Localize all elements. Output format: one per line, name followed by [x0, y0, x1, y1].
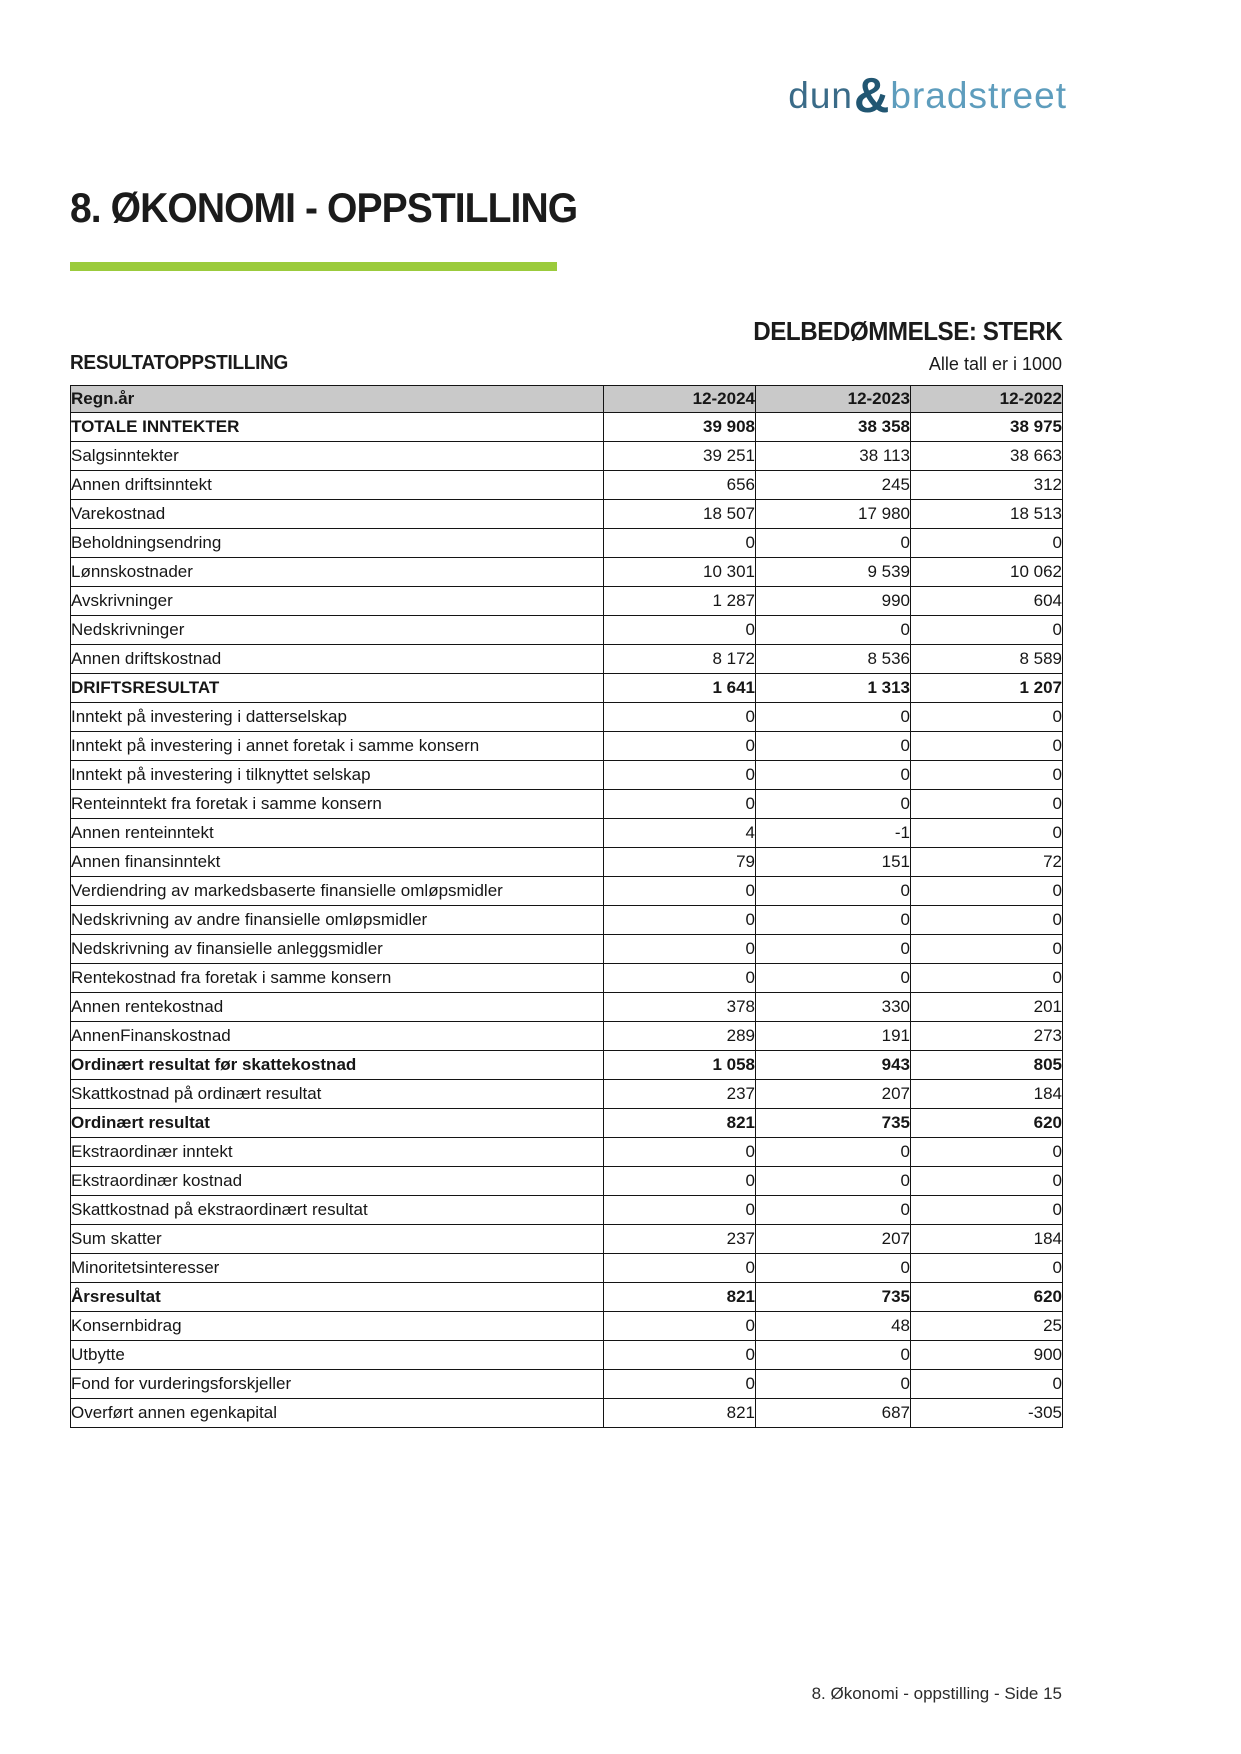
value-cell: 0 — [911, 732, 1063, 761]
table-row — [71, 413, 1063, 442]
row-label: Avskrivninger — [71, 587, 604, 616]
table-row — [71, 1341, 1063, 1370]
table-row — [71, 848, 1063, 877]
value-cell: 656 — [604, 471, 756, 500]
table-header-row — [71, 386, 1063, 413]
value-cell: 687 — [756, 1399, 911, 1428]
row-label: Skattkostnad på ekstraordinært resultat — [71, 1196, 604, 1225]
value-cell: 0 — [756, 761, 911, 790]
value-cell: 39 908 — [604, 413, 756, 442]
value-cell: 1 313 — [756, 674, 911, 703]
row-label: Annen driftskostnad — [71, 645, 604, 674]
row-label: Lønnskostnader — [71, 558, 604, 587]
row-label: Overført annen egenkapital — [71, 1399, 604, 1428]
value-cell: 378 — [604, 993, 756, 1022]
value-cell: 0 — [911, 703, 1063, 732]
value-cell: 0 — [604, 703, 756, 732]
value-cell: 0 — [756, 1196, 911, 1225]
value-cell: 0 — [604, 1167, 756, 1196]
table-row — [71, 1399, 1063, 1428]
value-cell: 0 — [604, 1196, 756, 1225]
table-row — [71, 732, 1063, 761]
value-cell: 0 — [604, 1341, 756, 1370]
value-cell: 0 — [604, 1312, 756, 1341]
row-label: Verdiendring av markedsbaserte finansielle omløpsmidler — [71, 877, 604, 906]
value-cell: 0 — [604, 1138, 756, 1167]
value-cell: 18 513 — [911, 500, 1063, 529]
value-cell: 39 251 — [604, 442, 756, 471]
value-cell: 0 — [604, 761, 756, 790]
value-cell: 38 358 — [756, 413, 911, 442]
sub-assessment-label: DELBEDØMMELSE: STERK — [752, 316, 1062, 346]
row-label: AnnenFinanskostnad — [71, 1022, 604, 1051]
table-row — [71, 790, 1063, 819]
row-label: Nedskrivning av finansielle anleggsmidler — [71, 935, 604, 964]
row-label: Nedskrivning av andre finansielle omløpsmidler — [71, 906, 604, 935]
value-cell: 10 062 — [911, 558, 1063, 587]
table-row — [71, 1022, 1063, 1051]
row-label: Skattkostnad på ordinært resultat — [71, 1080, 604, 1109]
value-cell: 4 — [604, 819, 756, 848]
table-row — [71, 1080, 1063, 1109]
value-cell: 9 539 — [756, 558, 911, 587]
value-cell: 900 — [911, 1341, 1063, 1370]
value-cell: 0 — [756, 935, 911, 964]
value-cell: 0 — [911, 1370, 1063, 1399]
value-cell: 18 507 — [604, 500, 756, 529]
value-cell: 289 — [604, 1022, 756, 1051]
table-row — [71, 1312, 1063, 1341]
value-cell: 273 — [911, 1022, 1063, 1051]
value-cell: 312 — [911, 471, 1063, 500]
row-label: Inntekt på investering i datterselskap — [71, 703, 604, 732]
value-cell: 821 — [604, 1109, 756, 1138]
value-cell: 0 — [911, 1138, 1063, 1167]
table-row — [71, 1283, 1063, 1312]
value-cell: 0 — [911, 877, 1063, 906]
value-cell: 821 — [604, 1283, 756, 1312]
value-cell: 0 — [756, 732, 911, 761]
value-cell: 1 058 — [604, 1051, 756, 1080]
row-label: Minoritetsinteresser — [71, 1254, 604, 1283]
row-label: Ekstraordinær inntekt — [71, 1138, 604, 1167]
row-label: Inntekt på investering i annet foretak i samme konsern — [71, 732, 604, 761]
value-cell: 38 663 — [911, 442, 1063, 471]
table-row — [71, 819, 1063, 848]
table-row — [71, 471, 1063, 500]
value-cell: 0 — [911, 819, 1063, 848]
value-cell: 0 — [911, 790, 1063, 819]
value-cell: 191 — [756, 1022, 911, 1051]
row-label: Konsernbidrag — [71, 1312, 604, 1341]
value-cell: 184 — [911, 1080, 1063, 1109]
row-label: Beholdningsendring — [71, 529, 604, 558]
row-label: Annen rentekostnad — [71, 993, 604, 1022]
table-row — [71, 645, 1063, 674]
value-cell: 245 — [756, 471, 911, 500]
value-cell: -1 — [756, 819, 911, 848]
row-label: Salgsinntekter — [71, 442, 604, 471]
title-underline-bar — [70, 262, 557, 271]
value-cell: 0 — [604, 1254, 756, 1283]
table-row — [71, 935, 1063, 964]
value-cell: 151 — [756, 848, 911, 877]
value-cell: 8 172 — [604, 645, 756, 674]
value-cell: 0 — [911, 529, 1063, 558]
table-row — [71, 761, 1063, 790]
value-cell: 943 — [756, 1051, 911, 1080]
table-row — [71, 558, 1063, 587]
value-cell: 0 — [604, 732, 756, 761]
value-cell: 0 — [911, 1196, 1063, 1225]
table-row — [71, 1109, 1063, 1138]
row-label: DRIFTSRESULTAT — [71, 674, 604, 703]
row-label: Annen driftsinntekt — [71, 471, 604, 500]
value-cell: 1 287 — [604, 587, 756, 616]
column-header-regnaar: Regn.år — [71, 386, 604, 413]
logo-text-bradstreet: bradstreet — [890, 75, 1067, 116]
value-cell: 330 — [756, 993, 911, 1022]
row-label: Fond for vurderingsforskjeller — [71, 1370, 604, 1399]
row-label: Renteinntekt fra foretak i samme konsern — [71, 790, 604, 819]
value-cell: 735 — [756, 1283, 911, 1312]
value-cell: 237 — [604, 1080, 756, 1109]
row-label: Sum skatter — [71, 1225, 604, 1254]
column-header-2024: 12-2024 — [604, 386, 756, 413]
value-cell: 990 — [756, 587, 911, 616]
value-cell: 8 536 — [756, 645, 911, 674]
table-row — [71, 993, 1063, 1022]
table-row — [71, 674, 1063, 703]
value-cell: 0 — [604, 616, 756, 645]
logo-text-dun: dun — [788, 75, 854, 116]
value-cell: 79 — [604, 848, 756, 877]
table-row — [71, 1225, 1063, 1254]
table-row — [71, 906, 1063, 935]
value-cell: 0 — [604, 790, 756, 819]
value-cell: 0 — [756, 877, 911, 906]
value-cell: 0 — [911, 1254, 1063, 1283]
value-cell: 10 301 — [604, 558, 756, 587]
row-label: Utbytte — [71, 1341, 604, 1370]
table-row — [71, 500, 1063, 529]
value-cell: 17 980 — [756, 500, 911, 529]
value-cell: 48 — [756, 1312, 911, 1341]
row-label: Ekstraordinær kostnad — [71, 1167, 604, 1196]
value-cell: 821 — [604, 1399, 756, 1428]
value-cell: 237 — [604, 1225, 756, 1254]
value-cell: 1 641 — [604, 674, 756, 703]
value-cell: 0 — [756, 1370, 911, 1399]
value-cell: 0 — [756, 1138, 911, 1167]
income-statement-table — [70, 385, 1063, 1428]
value-cell: 0 — [911, 964, 1063, 993]
page-title: 8. ØKONOMI - OPPSTILLING — [70, 184, 578, 231]
value-cell: 0 — [756, 703, 911, 732]
table-row — [71, 1370, 1063, 1399]
value-cell: 0 — [756, 529, 911, 558]
value-cell: 0 — [756, 1341, 911, 1370]
row-label: Årsresultat — [71, 1283, 604, 1312]
value-cell: 0 — [756, 964, 911, 993]
value-cell: 0 — [756, 906, 911, 935]
row-label: Inntekt på investering i tilknyttet selskap — [71, 761, 604, 790]
value-cell: 0 — [604, 935, 756, 964]
value-cell: 0 — [604, 877, 756, 906]
row-label: TOTALE INNTEKTER — [71, 413, 604, 442]
value-cell: 38 975 — [911, 413, 1063, 442]
value-cell: 0 — [756, 1254, 911, 1283]
value-cell: 0 — [911, 616, 1063, 645]
value-cell: 184 — [911, 1225, 1063, 1254]
value-cell: 0 — [604, 529, 756, 558]
value-cell: 0 — [604, 1370, 756, 1399]
table-row — [71, 587, 1063, 616]
table-row — [71, 442, 1063, 471]
value-cell: 1 207 — [911, 674, 1063, 703]
value-cell: 620 — [911, 1109, 1063, 1138]
dun-bradstreet-logo — [788, 64, 1067, 123]
value-cell: 0 — [756, 790, 911, 819]
row-label: Ordinært resultat før skattekostnad — [71, 1051, 604, 1080]
column-header-2023: 12-2023 — [756, 386, 911, 413]
value-cell: 207 — [756, 1225, 911, 1254]
row-label: Varekostnad — [71, 500, 604, 529]
value-cell: 38 113 — [756, 442, 911, 471]
value-cell: 25 — [911, 1312, 1063, 1341]
value-cell: 604 — [911, 587, 1063, 616]
row-label: Rentekostnad fra foretak i samme konsern — [71, 964, 604, 993]
units-note: Alle tall er i 1000 — [928, 354, 1062, 374]
value-cell: 0 — [911, 906, 1063, 935]
value-cell: 0 — [604, 906, 756, 935]
value-cell: 620 — [911, 1283, 1063, 1312]
value-cell: 8 589 — [911, 645, 1063, 674]
logo-ampersand-icon: & — [854, 69, 890, 123]
value-cell: 0 — [911, 761, 1063, 790]
table-row — [71, 616, 1063, 645]
table-row — [71, 529, 1063, 558]
section-heading: RESULTATOPPSTILLING — [70, 352, 289, 374]
table-row — [71, 1051, 1063, 1080]
table-row — [71, 1167, 1063, 1196]
value-cell: 0 — [756, 616, 911, 645]
page-footer: 8. Økonomi - oppstilling - Side 15 — [811, 1684, 1062, 1703]
value-cell: 0 — [911, 1167, 1063, 1196]
row-label: Ordinært resultat — [71, 1109, 604, 1138]
column-header-2022: 12-2022 — [911, 386, 1063, 413]
table-row — [71, 1138, 1063, 1167]
value-cell: 0 — [911, 935, 1063, 964]
row-label: Nedskrivninger — [71, 616, 604, 645]
table-row — [71, 964, 1063, 993]
value-cell: 735 — [756, 1109, 911, 1138]
value-cell: 207 — [756, 1080, 911, 1109]
table-row — [71, 1196, 1063, 1225]
row-label: Annen finansinntekt — [71, 848, 604, 877]
table-row — [71, 703, 1063, 732]
table-row — [71, 1254, 1063, 1283]
value-cell: 201 — [911, 993, 1063, 1022]
table-row — [71, 877, 1063, 906]
value-cell: 0 — [756, 1167, 911, 1196]
value-cell: 72 — [911, 848, 1063, 877]
value-cell: -305 — [911, 1399, 1063, 1428]
value-cell: 0 — [604, 964, 756, 993]
value-cell: 805 — [911, 1051, 1063, 1080]
row-label: Annen renteinntekt — [71, 819, 604, 848]
